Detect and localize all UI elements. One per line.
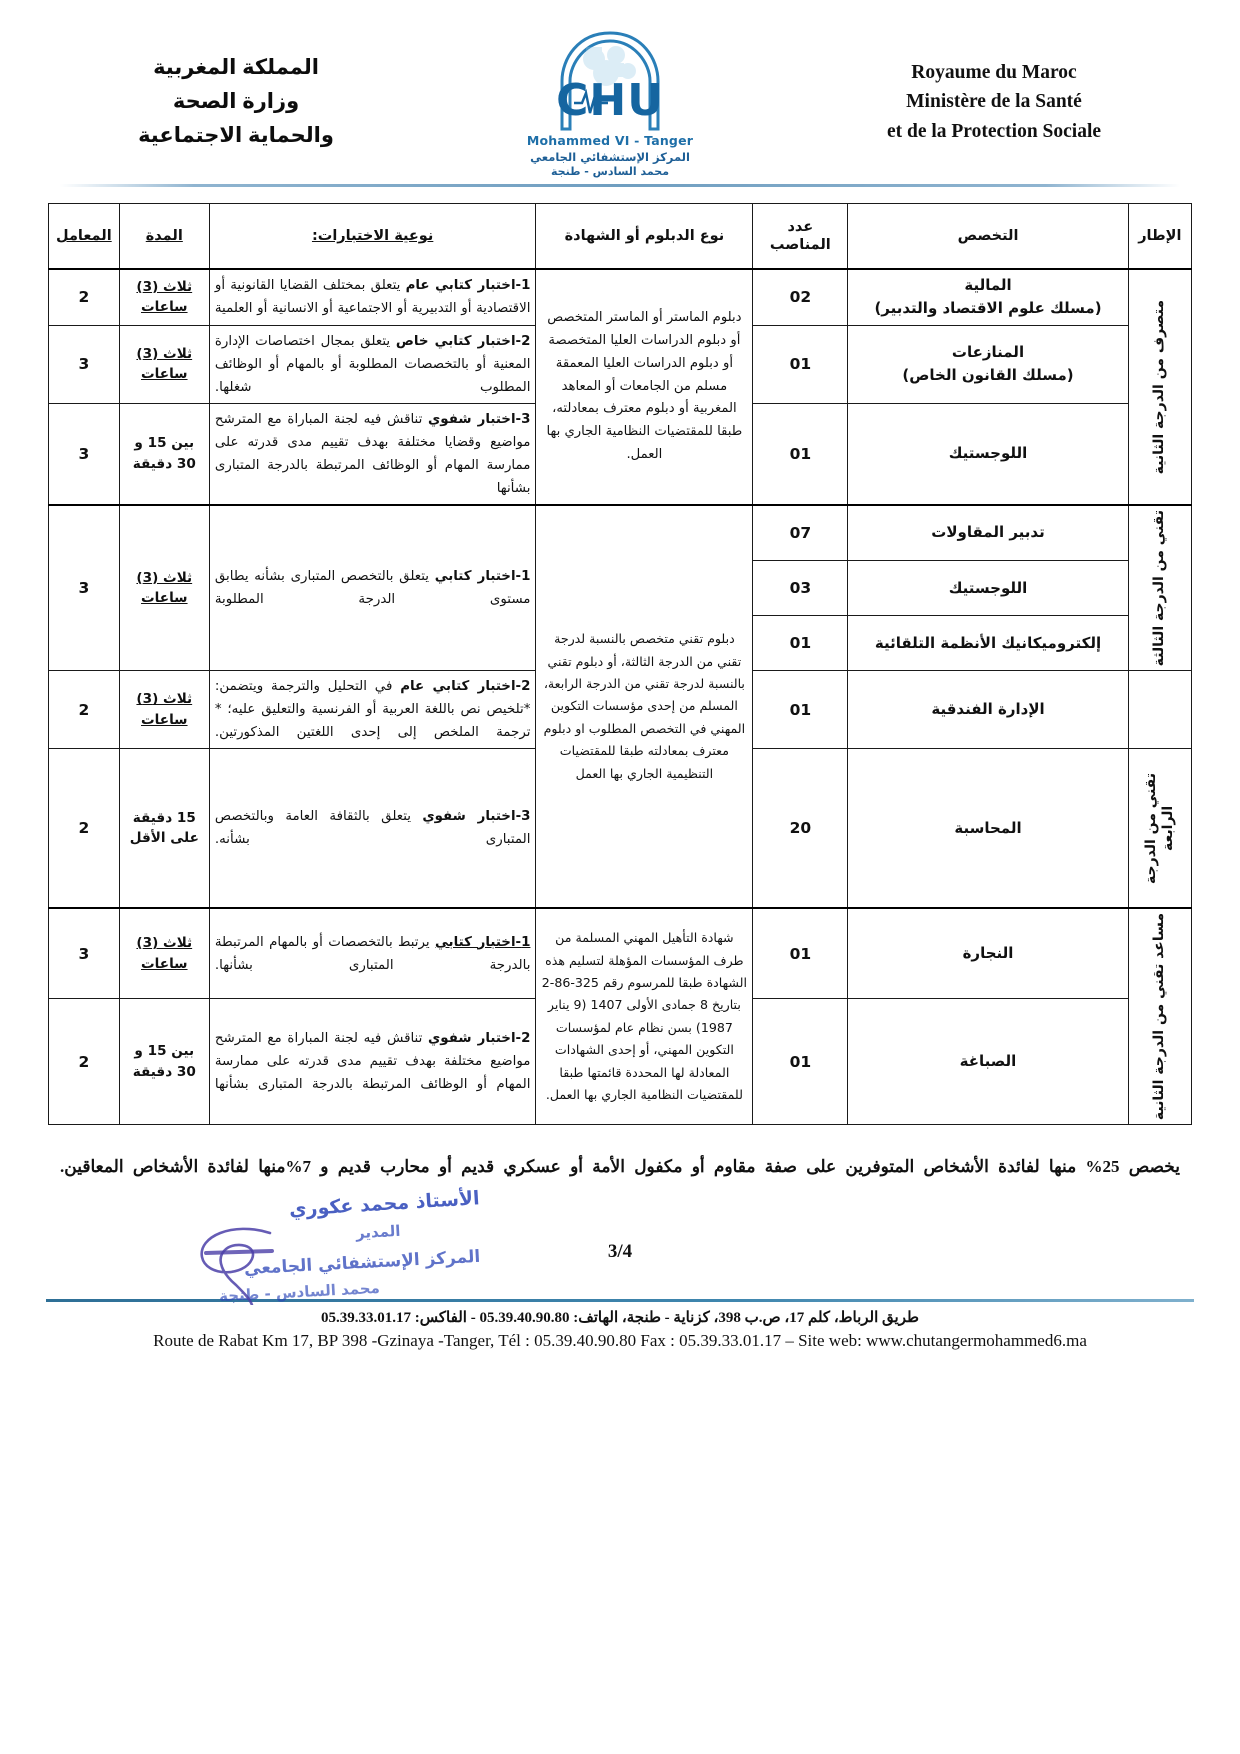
framework-label-1: متصرف من الدرجة الثانية (1151, 299, 1168, 475)
duration-l1-1-2: ثلاث (3) (136, 345, 193, 362)
specialty-name-2-5: المحاسبة (954, 818, 1022, 837)
duration-cell-2-3 (119, 749, 209, 909)
specialty-cell-2-2 (848, 561, 1128, 616)
posts-cell-2-2: 03 (753, 561, 848, 616)
posts-cell-2-5: 20 (753, 749, 848, 909)
footer-address-arabic: طريق الرباط، كلم 17، ص.ب 398، كزناية - طنجة، الهاتف: 05.39.40.90.80 - الفاكس: 05.39.33.01.17 (321, 1309, 919, 1326)
header-divider (60, 184, 1180, 187)
coefficient-cell-2-3: 2 (49, 749, 120, 909)
coefficient-cell-1-1: 2 (49, 269, 120, 325)
tests-cell-1-1 (209, 269, 536, 325)
th-duration: المدة (119, 204, 209, 270)
duration-cell-1-3 (119, 403, 209, 505)
posts-cell-2-4: 01 (753, 671, 848, 749)
specialty-cell-2-5 (848, 749, 1128, 909)
th-tests: نوعية الاختبارات: (209, 204, 536, 270)
test-num-1-3: 3- (515, 411, 531, 427)
specialty-name-1-2a: المنازعات (951, 342, 1025, 361)
chu-logo (490, 29, 730, 178)
tests-cell-3-1 (209, 908, 536, 998)
duration-cell-1-2 (119, 325, 209, 403)
reservation-note: يخصص 25% منها لفائدة الأشخاص المتوفرين على صفة مقاوم أو مكفول الأمة أو عسكري قديم أو محارب قديم و 7%منها لفائدة الأشخاص المعاقين. (60, 1157, 1180, 1177)
positions-table-wrapper (48, 203, 1192, 1125)
signature-title: المدير (355, 1221, 401, 1243)
duration-l2-3-1: ساعات (141, 955, 188, 972)
test-num-1-2: 2- (515, 333, 531, 349)
specialty-name-2-2: اللوجستيك (948, 578, 1028, 597)
framework-label-3: مساعد تقني من الدرجة الثانية (1151, 913, 1168, 1121)
footer-address-french: Route de Rabat Km 17, BP 398 -Gzinaya -Tanger, Tél : 05.39.40.90.80 Fax : 05.39.33.01.17 – Site web: www.chutangermohammed6.ma (153, 1330, 1087, 1350)
header-fr-line-1: Royaume du Maroc (911, 62, 1077, 84)
duration-l1-1-3: بين 15 و (134, 435, 195, 452)
duration-cell-1-1 (119, 269, 209, 325)
coefficient-cell-3-2: 2 (49, 998, 120, 1125)
duration-l1-2-1: ثلاث (3) (136, 569, 193, 586)
test-bold-3-1: اختبار كتابي (435, 934, 516, 950)
signature-name: الأستاذ محمد عكوري (288, 1187, 481, 1221)
table-header-row (49, 204, 1192, 270)
header-french-ministry (834, 58, 1154, 146)
chu-logo-subtitle-en: Mohammed VI - Tanger (526, 132, 694, 148)
th-posts-line2: المناصب (769, 237, 831, 253)
duration-l2-1-3: 30 دقيقة (132, 455, 196, 472)
test-num-2-3: 3- (515, 809, 531, 825)
specialty-name-2-3: إلكتروميكانيك الأنظمة التلقائية (874, 633, 1102, 652)
positions-table (48, 203, 1192, 1125)
th-posts-line1: عدد (787, 218, 814, 235)
header-ar-line-1: المملكة المغربية (153, 55, 319, 79)
diploma-cell-group-2: دبلوم تقني متخصص بالنسبة لدرجة تقني من الدرجة الثالثة، أو دبلوم تقني بالنسبة لدرجة تقني من الدرجة الرابعة، المسلم من إحدى مؤسسات التكوين المهني في التخصص المطلوب او دبلوم معترف بمعادلته طبقا للمقتضيات التنظيمية الجاري بها العمل (536, 505, 753, 909)
header-arabic-ministry (86, 51, 386, 153)
th-diploma: نوع الدبلوم أو الشهادة (536, 204, 753, 270)
posts-cell-2-3: 01 (753, 616, 848, 671)
specialty-cell-3-2 (848, 998, 1128, 1125)
signature-org-line2: محمد السادس - طنجة (218, 1278, 381, 1306)
th-coefficient: المعامل (49, 204, 120, 270)
coefficient-cell-2-2: 2 (49, 671, 120, 749)
header-fr-line-3: et de la Protection Sociale (886, 120, 1102, 142)
diploma-cell-group-1: دبلوم الماستر أو الماستر المتخصص أو دبلوم الدراسات العليا المتخصصة أو دبلوم الدراسات العليا المعمقة مسلم من الجامعات أو المعاهد المغربية أو دبلوم معترف بمعادلته، طبقا للمقتضيات النظامية الجاري بها العمل. (536, 269, 753, 505)
tests-cell-2-3 (209, 749, 536, 909)
framework-label-2: تقني من الدرجة الثالثة (1151, 509, 1168, 667)
duration-l1-3-1: ثلاث (3) (136, 935, 193, 952)
test-num-3-2: 2- (515, 1031, 531, 1047)
specialty-name-2-1: تدبير المقاولات (931, 523, 1045, 542)
chu-logo-mark (520, 29, 700, 137)
specialty-cell-2-4 (848, 671, 1128, 749)
table-row (49, 908, 1192, 998)
test-bold-2-1: اختبار كتابي (434, 568, 516, 584)
tests-cell-2-2 (209, 671, 536, 749)
duration-l2-3-2: 30 دقيقة (132, 1063, 196, 1080)
test-bold-1-3: اختبار شفوي (428, 411, 516, 427)
specialty-name-1-1a: المالية (964, 276, 1012, 294)
test-rest-1-3: تناقش فيه لجنة المباراة مع المترشح مواضيع وقضايا مختلفة بهدف تقييم مدى قدرته على ممارسة المهام أو الوظائف المرتبطة بالدرجة المتبارى بشأنها (214, 411, 531, 496)
coefficient-cell-1-2: 3 (49, 325, 120, 403)
specialty-cell-1-3 (848, 403, 1128, 505)
test-rest-1-1: يتعلق بمختلف القضايا القانونية أو الاقتصادية أو التدبيرية أو الاجتماعية أو الانسانية أو العلمية (214, 278, 531, 317)
test-bold-1-1: اختبار كتابي عام (405, 278, 516, 294)
posts-cell-3-2: 01 (753, 998, 848, 1125)
specialty-name-1-2b: (مسلك القانون الخاص) (902, 366, 1074, 385)
framework-cell-group-2c (1128, 749, 1191, 909)
duration-l1-3-2: بين 15 و (134, 1043, 195, 1060)
specialty-name-2-4: الإدارة الفندقية (931, 700, 1045, 719)
duration-l2-2-1: ساعات (141, 590, 188, 607)
test-rest-2-3: يتعلق بالثقافة العامة وبالتخصص المتبارى بشأنه. (214, 809, 531, 848)
test-num-2-1: 1- (515, 568, 531, 584)
th-posts (753, 204, 848, 270)
header-ar-line-3: والحماية الاجتماعية (138, 124, 334, 147)
test-rest-3-1: يرتبط بالتخصصات أو بالمهام المرتبطة بالدرجة المتبارى بشأنها. (214, 934, 531, 973)
signature-org-line1: المركز الإستشفائي الجامعي (243, 1246, 481, 1280)
chu-logo-subtitle-ar2: محمد السادس - طنجة (550, 164, 670, 178)
tests-cell-2-1 (209, 505, 536, 671)
tests-cell-3-2 (209, 998, 536, 1125)
duration-l1-1-1: ثلاث (3) (136, 278, 193, 295)
header-ar-line-2: وزارة الصحة (172, 89, 300, 113)
specialty-cell-1-2 (848, 325, 1128, 403)
specialty-cell-2-1 (848, 505, 1128, 561)
specialty-name-3-1: النجارة (962, 943, 1014, 962)
specialty-cell-2-3 (848, 616, 1128, 671)
table-row (49, 269, 1192, 325)
duration-cell-2-1 (119, 505, 209, 671)
document-header (0, 0, 1240, 178)
svg-text:CHU: CHU (556, 74, 664, 126)
test-rest-3-2: تناقش فيه لجنة المباراة مع المترشح مواضيع مختلفة بهدف تقييم مدى قدرته على ممارسة المهام أو الوظائف المرتبطة بالدرجة المتبارى بشأنها (214, 1031, 531, 1093)
framework-cell-group-2b (1128, 671, 1191, 749)
posts-cell-1-1: 02 (753, 269, 848, 325)
coefficient-cell-2-1: 3 (49, 505, 120, 671)
framework-cell-group-1 (1128, 269, 1191, 505)
duration-l1-2-2: ثلاث (3) (136, 691, 193, 708)
tests-cell-1-2 (209, 325, 536, 403)
coefficient-cell-1-3: 3 (49, 403, 120, 505)
table-row (49, 505, 1192, 561)
posts-cell-1-3: 01 (753, 403, 848, 505)
posts-cell-3-1: 01 (753, 908, 848, 998)
duration-l1-2-3: 15 دقيقة (132, 809, 196, 826)
test-rest-2-2: في التحليل والترجمة ويتضمن: *تلخيص نص باللغة العربية أو الفرنسية والتعليق عليه؛ * ترجمة الملخص إلى إحدى اللغتين المذكورتين. (214, 679, 531, 741)
specialty-name-3-2: الصباغة (959, 1052, 1017, 1071)
signature-area (0, 1187, 1240, 1306)
test-bold-3-2: اختبار شفوي (428, 1031, 516, 1047)
test-rest-1-2: يتعلق بمجال اختصاصات الإدارة المعنية أو بالتخصصات المطلوبة أو بالمهام أو الوظائف المطلوب شغلها. (214, 333, 531, 395)
specialty-name-1-1b: (مسلك علوم الاقتصاد والتدبير) (874, 299, 1102, 318)
specialty-cell-3-1 (848, 908, 1128, 998)
posts-cell-2-1: 07 (753, 505, 848, 561)
test-bold-1-2: اختبار كتابي خاص (395, 333, 516, 349)
framework-label-2c: تقني من الدرجة الرابعة (1143, 772, 1176, 884)
test-bold-2-3: اختبار شفوي (422, 809, 516, 825)
posts-cell-1-2: 01 (753, 325, 848, 403)
test-num-1-1: 1- (515, 278, 531, 294)
duration-l2-2-3: على الأقل (129, 830, 199, 847)
duration-cell-3-1 (119, 908, 209, 998)
th-framework: الإطار (1128, 204, 1191, 270)
coefficient-cell-3-1: 3 (49, 908, 120, 998)
duration-l2-1-2: ساعات (141, 366, 188, 383)
diploma-cell-group-3: شهادة التأهيل المهني المسلمة من طرف المؤسسات المؤهلة لتسليم هذه الشهادة طبقا للمرسوم رقم 325-86-2 بتاريخ 8 جمادى الأولى 1407 (9 يناير 1987) بسن نظام عام لمؤسسات التكوين المهني، أو إحدى الشهادات المعادلة لها المحددة قائمتها طبقا للمقتضيات النظامية الجاري بها العمل. (536, 908, 753, 1125)
test-rest-2-1: يتعلق بالتخصص المتبارى بشأنه يطابق مستوى الدرجة المطلوبة (214, 568, 531, 608)
framework-cell-group-3 (1128, 908, 1191, 1125)
specialty-cell-1-1 (848, 269, 1128, 325)
test-num-3-1: 1- (515, 934, 531, 950)
header-fr-line-2: Ministère de la Santé (906, 91, 1082, 113)
duration-l2-1-1: ساعات (141, 299, 188, 316)
test-num-2-2: 2- (515, 679, 531, 695)
test-bold-2-2: اختبار كتابي عام (400, 679, 516, 695)
chu-logo-subtitle-ar1: المركز الإستشفائي الجامعي (530, 149, 690, 164)
duration-cell-3-2 (119, 998, 209, 1125)
th-specialty: التخصص (848, 204, 1128, 270)
duration-l2-2-2: ساعات (141, 711, 188, 728)
specialty-name-1-3a: اللوجستيك (948, 444, 1028, 463)
page-number: 3/4 (607, 1240, 633, 1262)
duration-cell-2-2 (119, 671, 209, 749)
tests-cell-1-3 (209, 403, 536, 505)
framework-cell-group-2 (1128, 505, 1191, 671)
